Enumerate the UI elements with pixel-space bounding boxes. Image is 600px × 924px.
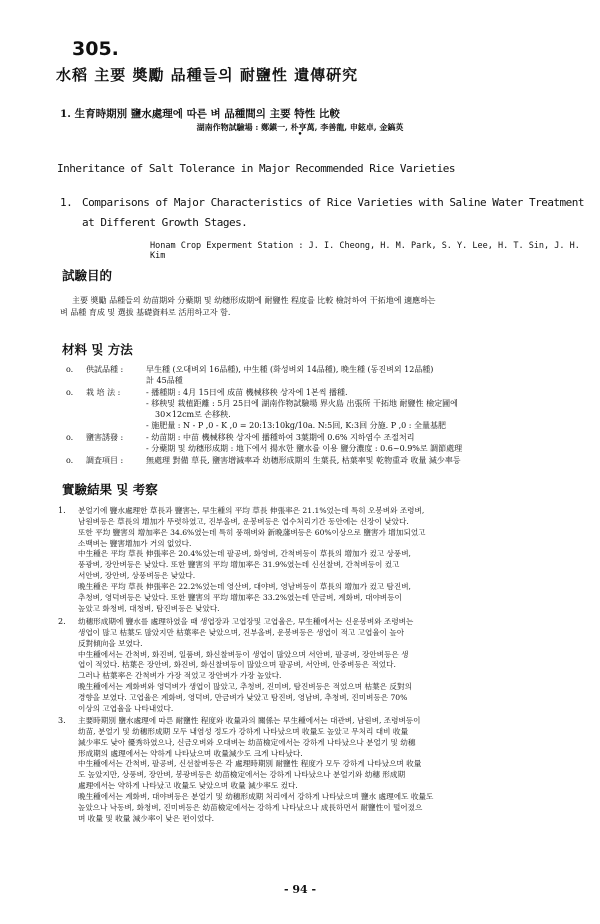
result-line: 또한 平均 鹽害의 增加率은 34.6%였는데 특히 풍해벼와 新晩藩벼등은 60%이상으로 鹽害가 增加되었고	[78, 527, 426, 537]
results-heading: 實驗結果 및 考察	[62, 482, 158, 497]
title-english: Inheritance of Salt Tolerance in Major Recommended Rice Varieties	[57, 162, 455, 175]
row-line: 計 45品種	[146, 376, 183, 385]
paper-title: 水稻 主要 奬勵 品種들의 耐鹽性 遺傳硏究	[56, 66, 359, 84]
row-line: 早生種 (오대벼외 16品種), 中生種 (화성벼외 14品種), 晩生種 (동진벼외 12品種)	[146, 365, 434, 374]
row-line: - 分蘗期 및 幼穗形成期 : 地下에서 揚水한 鹽水를 이용 鹽分濃度 : 0.6~0.9%로 調節處理	[146, 444, 463, 453]
result-line: 主要時期別 鹽水處理에 따른 耐鹽性 程度와 收量과의 關係는 早生種에서는 대관벼, 남원벼, 조령벼등이	[78, 716, 421, 725]
row-bullet: o.	[66, 456, 74, 465]
row-label: 調査項目 :	[86, 456, 124, 465]
result-line: 中生種에서는 간척벼, 화진벼, 일품벼, 화신찰벼등이 생엽이 많았으며 서안벼, 팔공벼, 장안벼등은 생	[78, 649, 409, 659]
result-text	[78, 506, 578, 614]
result-line: 분얼기에 鹽水處理한 草長과 鹽害는, 早生種의 平均 草長 伸張率은 21.1%었는데 특히 오봉벼와 조령벼,	[78, 506, 425, 515]
row-bullet: o.	[66, 388, 74, 397]
row-line: - 播種期 : 4月 15日에 成苗 機械移秧 상자에 1본씩 播種.	[146, 388, 348, 397]
row-bullet: o.	[66, 365, 74, 374]
result-line: 소백벼는 鹽害增加가 거의 없었다.	[78, 538, 192, 548]
result-line: 反對傾向을 보였다.	[78, 638, 143, 648]
result-line: 서안벼, 장안벼, 상풍벼등은 낮았다.	[78, 571, 196, 581]
lab-authors: 湖南作物試驗場 : 鄭鎭一, 朴亨萬, 李善龍, 申鉉卓, 金鎬英	[196, 122, 404, 132]
result-line: 處理에서는 약하게 나타났고 收量도 낮았으며 收量 減少率도 컸다.	[78, 781, 298, 791]
subtitle-english-text: Comparisons of Major Characteristics of Rice Varieties with Saline Water Treatment at Different Growth Stages.	[82, 196, 585, 229]
row-label: 鹽害誘發 :	[86, 433, 124, 442]
materials-heading: 材料 및 方法	[62, 342, 133, 357]
purpose-text	[60, 295, 585, 318]
row-label: 栽 培 法 :	[86, 388, 121, 397]
result-line: 中生種에서는 간척벼, 팔공벼, 신선찰벼등은 각 處理時期別 耐鹽性 程度가 모두 강하게 나타났으며 收量	[78, 759, 422, 769]
result-text	[78, 617, 578, 715]
purpose-heading: 試驗目的	[62, 268, 113, 283]
result-line: 晩生種은 平均 草長 伸張率은 22.2%었는데 영산벼, 대야벼, 영남벼등이 草長의 增加가 컸고 탐진벼,	[78, 581, 411, 591]
result-number: 2.	[58, 617, 66, 626]
row-label: 供試品種 :	[86, 365, 124, 374]
result-line: 그러나 枯葉率은 간척벼가 가장 적었고 장안벼가 가장 높았다.	[78, 671, 282, 681]
subtitle-english-number: 1.	[60, 196, 73, 209]
result-line: 도 높았지만, 상풍벼, 장안벼, 봉광벼등은 幼苗檢定에서는 강하게 나타났으나 분얼기와 幼穗 形成期	[78, 770, 406, 780]
row-line: - 幼苗期 : 中苗 機械移秧 상자에 播種하여 3葉期에 0.6% 지하염수 조절처리	[146, 433, 415, 442]
row-line: - 施肥量 : N - P ,0 - K ,0 = 20:13:10kg/10a. N:5回, K:3回 分施. P ,0 : 全量基肥	[146, 421, 447, 430]
bullet-dot: •	[297, 130, 303, 140]
paper-number: 305.	[72, 38, 119, 60]
row-line: - 移秧및 栽植距離 : 5月 25日에 湖南作物試驗場 界火島 出張所 干拓地 耐鹽性 檢定圃에	[146, 399, 458, 408]
result-line: 幼苗, 분얼기 및 幼穗形成期 모두 내염성 정도가 강하게 나타났으며 收量도 높았고 무처리 대비 收量	[78, 726, 409, 736]
result-line: 晩生種에서는 계화벼, 대야벼등은 분얼기 및 幼穗形成期 처리에서 강하게 나타났으며 鹽水 處理에도 收量도	[78, 791, 434, 801]
result-line: 이상의 고엽율을 나타내었다.	[78, 703, 174, 713]
result-number: 3.	[58, 716, 66, 725]
row-line: 30×12cm로 손移秧.	[155, 410, 231, 419]
result-line: 形成期의 處理에서는 약하게 나타났으며 收量減少도 크게 나타났다.	[78, 748, 303, 758]
result-text	[78, 716, 578, 824]
result-line: 추청벼, 영덕벼등은 낮았다. 또한 鹽害의 平均 增加率은 33.2%였는데 만금벼, 계화벼, 대야벼등이	[78, 592, 402, 602]
result-line: 減少率도 낮아 優秀하였으나, 신금오벼와 오대벼는 幼苗檢定에서는 강하게 나타났으나 분얼기 및 幼穗	[78, 737, 416, 747]
result-line: 엽이 적었다. 枯葉은 장안벼, 화진벼, 화신찰벼등이 많았으며 팔공벼, 서안벼, 안중벼등은 적었다.	[78, 660, 396, 670]
result-line: 며 收量 및 收量 減少率이 낮은 편이었다.	[78, 813, 215, 823]
result-line: 풍광벼, 장안벼등은 낮았다. 또한 鹽害의 平均 增加率은 31.9%였는데 신선찰벼, 간척벼등이 컸고	[78, 560, 400, 570]
result-line: 남원벼등은 草長의 增加가 뚜렷하였고, 진부올벼, 운봉벼등은 엽수처리기간 동안에는 신장이 낮았다.	[78, 516, 409, 526]
result-line: 생엽이 많고 枯葉도 많았지만 枯葉率은 낮았으며, 진부올벼, 운봉벼등은 생엽이 적고 고엽율이 높아	[78, 627, 405, 637]
result-line: 幼穗形成期에 鹽水를 處理하였을 때 생엽장과 고엽장및 고엽율은, 早生種에서는 신운봉벼와 조령벼는	[78, 617, 414, 626]
result-number: 1.	[58, 506, 66, 515]
result-line: 경향을 보였다. 고엽율은 계화벼, 영덕벼, 만금벼가 낮았고 탐진벼, 영남벼, 추청벼, 진미벼등은 70%	[78, 692, 408, 702]
result-line: 높았고 화청벼, 대청벼, 탐진벼등은 낮았다.	[78, 603, 220, 613]
result-line: 晩生種에서는 계화벼와 영덕벼가 생엽이 많았고, 추청벼, 진미벼, 탐진벼등은 적었으며 枯葉은 反對의	[78, 682, 412, 692]
result-line: 높았으나 낙동벼, 화청벼, 진미벼등은 幼苗檢定에서는 강하게 나타났으나 成長하면서 耐鹽性이 떨어졌으	[78, 802, 423, 812]
subtitle-korean: 1. 生育時期別 鹽水處理에 따른 벼 品種間의 主要 特性 比較	[60, 108, 340, 120]
purpose-line: 벼 品種 育成 및 選拔 基礎資料로 活用하고자 함.	[60, 307, 231, 317]
page-number: - 94 -	[283, 883, 317, 896]
authors-english: Honam Crop Experment Station : J. I. Cheong, H. M. Park, S. Y. Lee, H. T. Sin, J. H. Kim	[150, 241, 580, 261]
row-line: 無處理 對備 草長, 鹽害增減率과 幼穗形成期의 生葉長, 枯葉率및 乾物重과 收量 減少率등	[146, 456, 461, 465]
purpose-line: 主要 奬勵 品種들의 幼苗期와 分蘗期 및 幼穗形成期에 耐鹽性 程度를 比較 檢討하여 干拓地에 適應하는	[72, 296, 436, 305]
row-bullet: o.	[66, 433, 74, 442]
result-line: 中生種은 平均 草長 伸張率은 20.4%었는데 팔공벼, 화영벼, 간척벼등이 草長의 增加가 컸고 상풍벼,	[78, 549, 411, 559]
